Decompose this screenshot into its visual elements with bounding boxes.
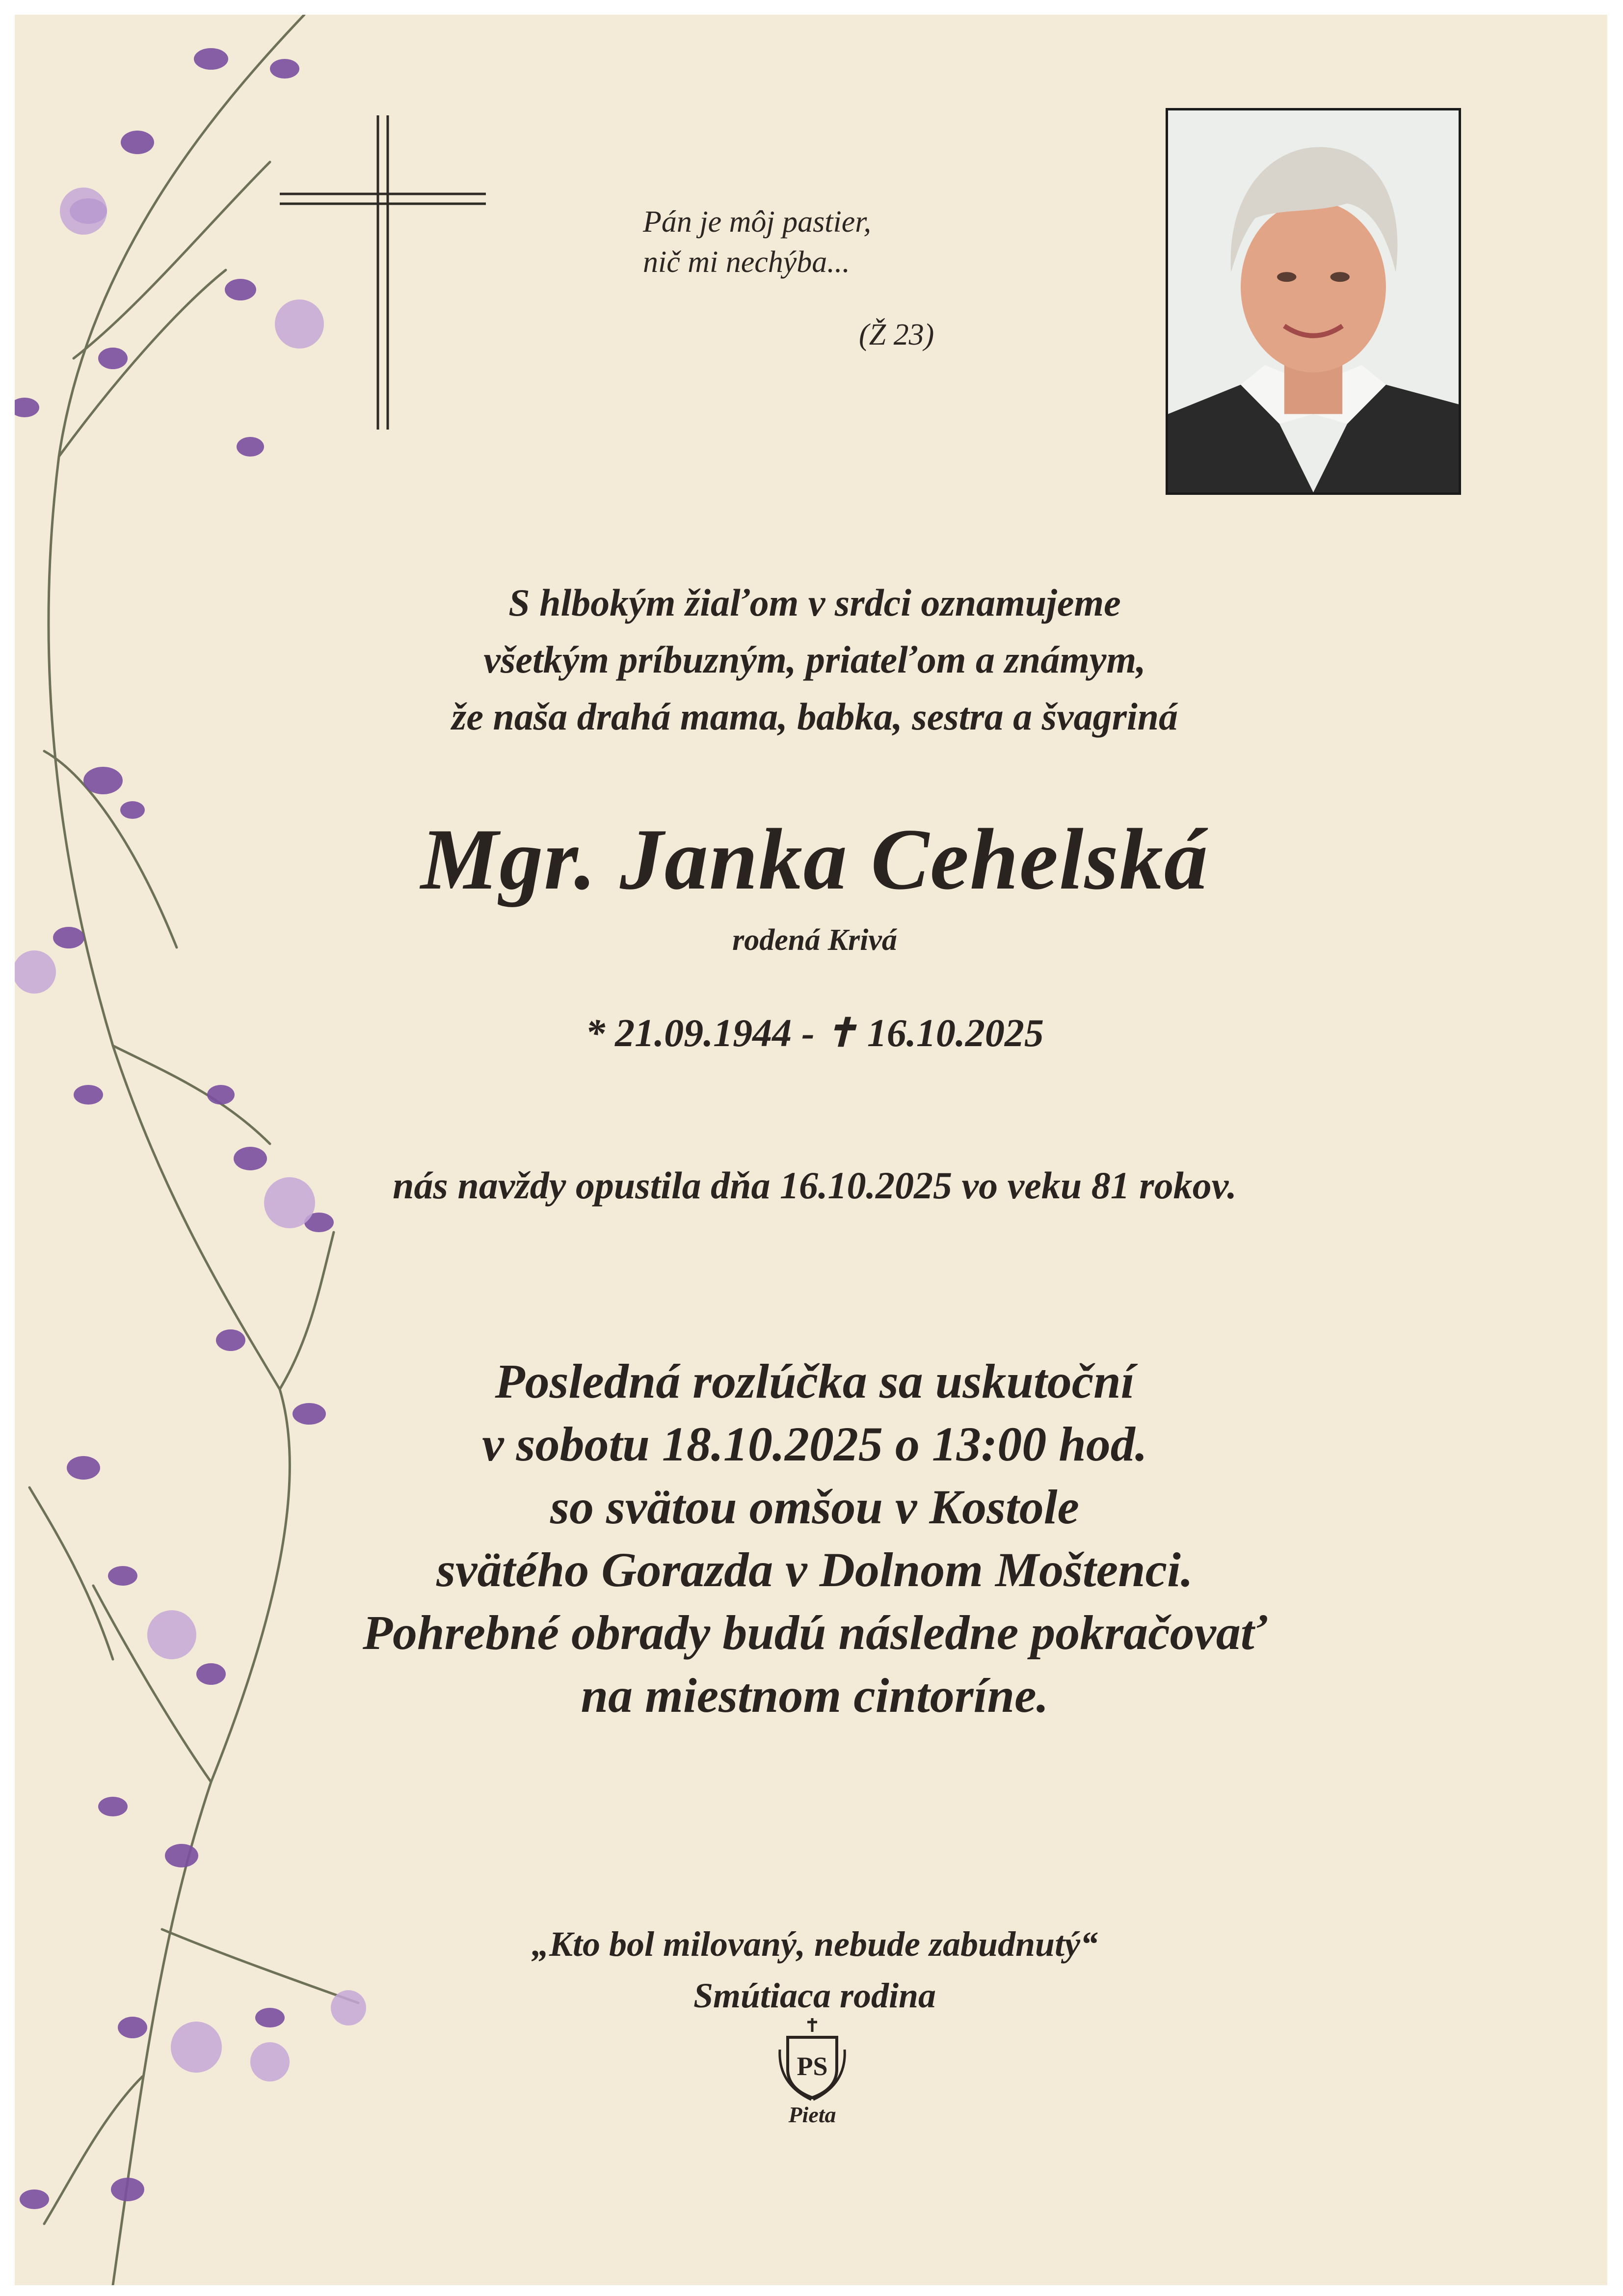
intro-line-3: že naša drahá mama, babka, sestra a švagriná (451, 695, 1178, 738)
funeral-line-4: svätého Gorazda v Dolnom Moštenci. (436, 1542, 1193, 1597)
logo-monogram: PS (797, 2052, 828, 2081)
obituary-sheet (15, 15, 1607, 2285)
closing-motto: „Kto bol milovaný, nebude zabudnutý“ (531, 1924, 1098, 1964)
maiden-name: rodená Krivá (732, 923, 897, 957)
life-dates: * 21.09.1944 - ✝ 16.10.2025 (585, 1012, 1044, 1055)
cross-icon (270, 106, 496, 449)
pieta-logo (768, 2015, 856, 2133)
pieta-logo-icon (768, 2015, 856, 2104)
intro-line-2: všetkým príbuzným, priateľom a známym, (483, 638, 1146, 681)
psalm-line-1: Pán je môj pastier, (643, 205, 871, 239)
announcement-intro (280, 574, 1350, 745)
deceased-name: Mgr. Janka Cehelská (421, 810, 1209, 908)
family-signature: Smútiaca rodina (693, 1976, 936, 2015)
portrait-photo (1166, 108, 1461, 495)
funeral-details (280, 1350, 1350, 1727)
funeral-line-2: v sobotu 18.10.2025 o 13:00 hod. (482, 1417, 1147, 1471)
passing-text: nás navždy opustila dňa 16.10.2025 vo veku 81 rokov. (393, 1164, 1237, 1207)
logo-text: Pieta (788, 2102, 836, 2127)
funeral-line-5: Pohrebné obrady budú následne pokračovať (362, 1605, 1267, 1660)
psalm-reference: (Ž 23) (859, 318, 934, 351)
intro-line-1: S hlbokým žiaľom v srdci oznamujeme (508, 581, 1121, 624)
funeral-line-3: so svätou omšou v Kostole (550, 1480, 1079, 1534)
funeral-line-6: na miestnom cintoríne. (581, 1668, 1049, 1723)
psalm-line-2: nič mi nechýba... (643, 245, 850, 279)
funeral-line-1: Posledná rozlúčka sa uskutoční (495, 1354, 1135, 1408)
